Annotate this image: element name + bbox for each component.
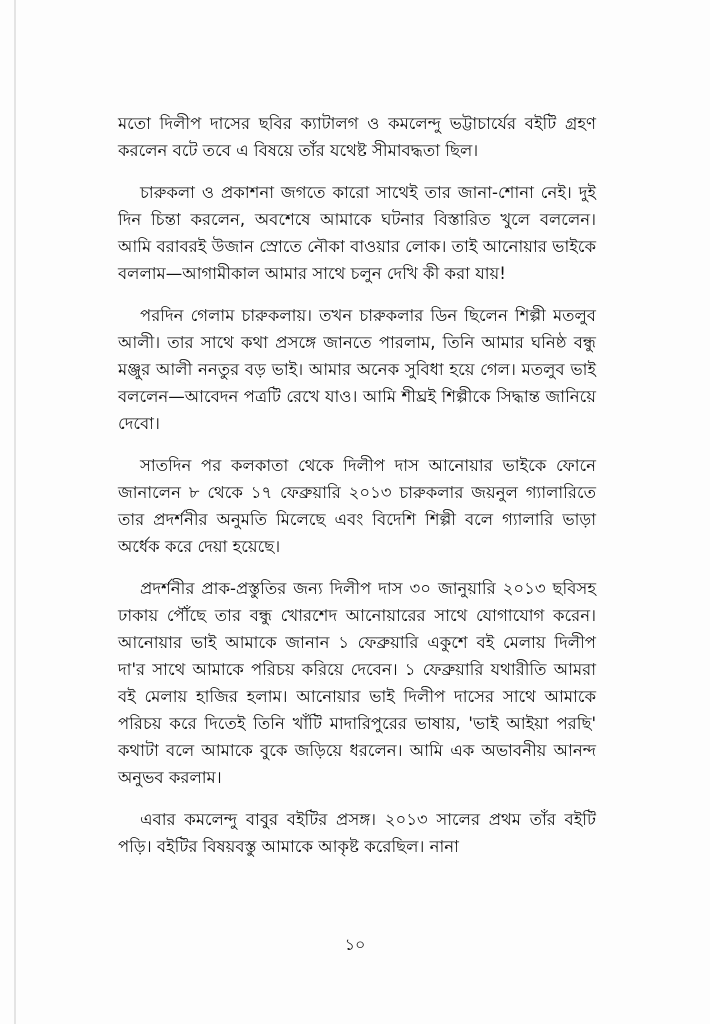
paragraph-3: পরদিন গেলাম চারুকলায়। তখন চারুকলার ডিন ছিলেন শিল্পী মতলুব আলী। তার সাথে কথা প্রসঙ্গে জানতে পারলাম, তিনি আমার ঘনিষ্ঠ বন্ধু মঞ্জুর আলী ননতুর বড় ভাই। আমার অনেক সুবিধা হয়ে গেল। মতলুব ভাই বললেন—আবেদন পত্রটি রেখে যাও। আমি শীঘ্রই শিল্পীকে সিদ্ধান্ত জানিয়ে দেবো। xyxy=(118,306,596,433)
page-edge xyxy=(14,0,16,1024)
paragraph-1: মতো দিলীপ দাসের ছবির ক্যাটালগ ও কমলেন্দু ভট্টাচার্যের বইটি গ্রহণ করলেন বটে তবে এ বিষয়ে তাঁর যথেষ্ট সীমাবদ্ধতা ছিল। xyxy=(118,114,596,160)
paragraph-2: চারুকলা ও প্রকাশনা জগতে কারো সাথেই তার জানা-শোনা নেই। দুই দিন চিন্তা করলেন, অবশেষে আমাকে ঘটনার বিস্তারিত খুলে বললেন। আমি বরাবরই উজান স্রোতে নৌকা বাওয়ার লোক। তাই আনোয়ার ভাইকে বললাম—আগামীকাল আমার সাথে চলুন দেখি কী করা যায়! xyxy=(118,183,596,283)
body-text xyxy=(118,110,596,875)
paragraph-4: সাতদিন পর কলকাতা থেকে দিলীপ দাস আনোয়ার ভাইকে ফোনে জানালেন ৮ থেকে ১৭ ফেব্রুয়ারি ২০১৩ চারুকলার জয়নুল গ্যালারিতে তার প্রদর্শনীর অনুমতি মিলেছে এবং বিদেশি শিল্পী বলে গ্যালারি ভাড়া অর্ধেক করে দেয়া হয়েছে। xyxy=(118,456,596,556)
page-number: ১০ xyxy=(344,935,366,954)
paragraph-5: প্রদর্শনীর প্রাক-প্রস্তুতির জন্য দিলীপ দাস ৩০ জানুয়ারি ২০১৩ ছবিসহ ঢাকায় পৌঁছে তার বন্ধু খোরশেদ আনোয়ারের সাথে যোগাযোগ করেন। আনোয়ার ভাই আমাকে জানান ১ ফেব্রুয়ারি একুশে বই মেলায় দিলীপ দা'র সাথে আমাকে পরিচয় করিয়ে দেবেন। ১ ফেব্রুয়ারি যথারীতি আমরা বই মেলায় হাজির হলাম। আনোয়ার ভাই দিলীপ দাসের সাথে আমাকে পরিচয় করে দিতেই তিনি খাঁটি মাদারিপুরের ভাষায়, 'ভাই আইয়া পরছি' কথাটা বলে আমাকে বুকে জড়িয়ে ধরলেন। আমি এক অভাবনীয় আনন্দ অনুভব করলাম। xyxy=(118,579,596,787)
paragraph-6: এবার কমলেন্দু বাবুর বইটির প্রসঙ্গ। ২০১৩ সালের প্রথম তাঁর বইটি পড়ি। বইটির বিষয়বস্তু আমাকে আকৃষ্ট করেছিল। নানা xyxy=(118,810,596,856)
